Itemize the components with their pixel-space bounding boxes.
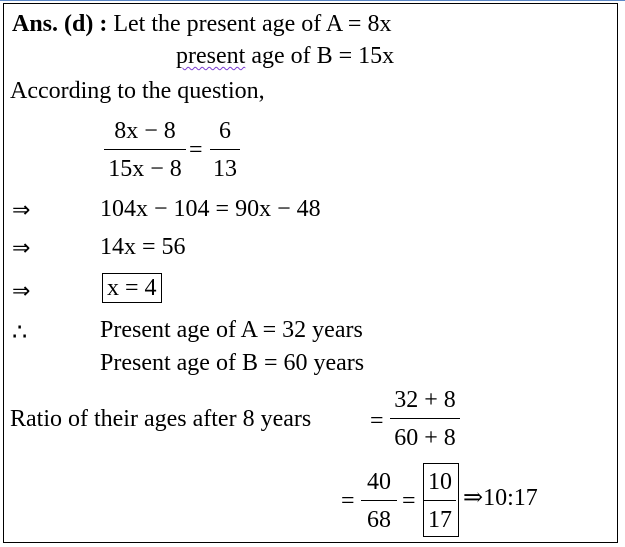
ratio-label: Ratio of their ages after 8 years <box>10 406 312 432</box>
fraction-bar <box>361 500 397 501</box>
answer-prefix: Ans. (d) : <box>12 11 108 37</box>
step-2: 14x = 56 <box>100 234 186 260</box>
answer-line-1 <box>12 10 391 38</box>
equals-sign-2: = <box>341 488 355 514</box>
ratio-equals: = <box>370 408 384 434</box>
therefore-icon: ∴ <box>12 318 28 346</box>
fraction-left-denominator: 15x − 8 <box>108 156 182 183</box>
present-age-a: Present age of A = 32 years <box>100 317 363 343</box>
ratio-fraction-2 <box>361 468 397 534</box>
according-text: According to the question, <box>10 78 265 104</box>
ratio-fraction-1-numerator: 32 + 8 <box>394 387 456 413</box>
fraction-right-numerator: 6 <box>219 118 231 144</box>
ratio-fraction-1 <box>390 386 460 452</box>
implies-arrow-icon: ⇒ <box>12 198 31 223</box>
present-age-b: Present age of B = 60 years <box>100 350 365 376</box>
ratio-fraction-3-denominator: 17 <box>428 507 452 534</box>
ratio-fraction-3-numerator: 10 <box>428 469 452 495</box>
present-word: present <box>176 43 246 69</box>
top-rule <box>0 0 625 1</box>
fraction-left <box>104 117 186 183</box>
fraction-bar <box>390 418 460 419</box>
fraction-left-numerator: 8x − 8 <box>114 118 176 144</box>
equals-sign: = <box>189 137 203 163</box>
ratio-fraction-2-denominator: 68 <box>367 507 391 534</box>
implies-arrow-icon: ⇒ <box>12 279 31 304</box>
ratio-fraction-1-denominator: 60 + 8 <box>394 425 456 452</box>
answer-statement-a: Let the present age of A = 8x <box>113 11 392 37</box>
ratio-fraction-2-numerator: 40 <box>367 469 391 495</box>
equals-sign-3: = <box>402 488 416 514</box>
answer-statement-b: age of B = 15x <box>245 43 395 69</box>
answer-x-box: x = 4 <box>102 273 162 303</box>
fraction-bar <box>104 149 186 150</box>
answer-line-2 <box>176 42 394 70</box>
fraction-bar <box>210 149 240 150</box>
implies-arrow-icon: ⇒ <box>12 236 31 261</box>
fraction-right <box>210 117 240 183</box>
fraction-bar <box>424 500 456 501</box>
final-ratio: ⇒10:17 <box>463 485 538 511</box>
ratio-fraction-3 <box>424 468 456 534</box>
fraction-right-denominator: 13 <box>213 156 237 183</box>
step-1: 104x − 104 = 90x − 48 <box>100 196 321 222</box>
